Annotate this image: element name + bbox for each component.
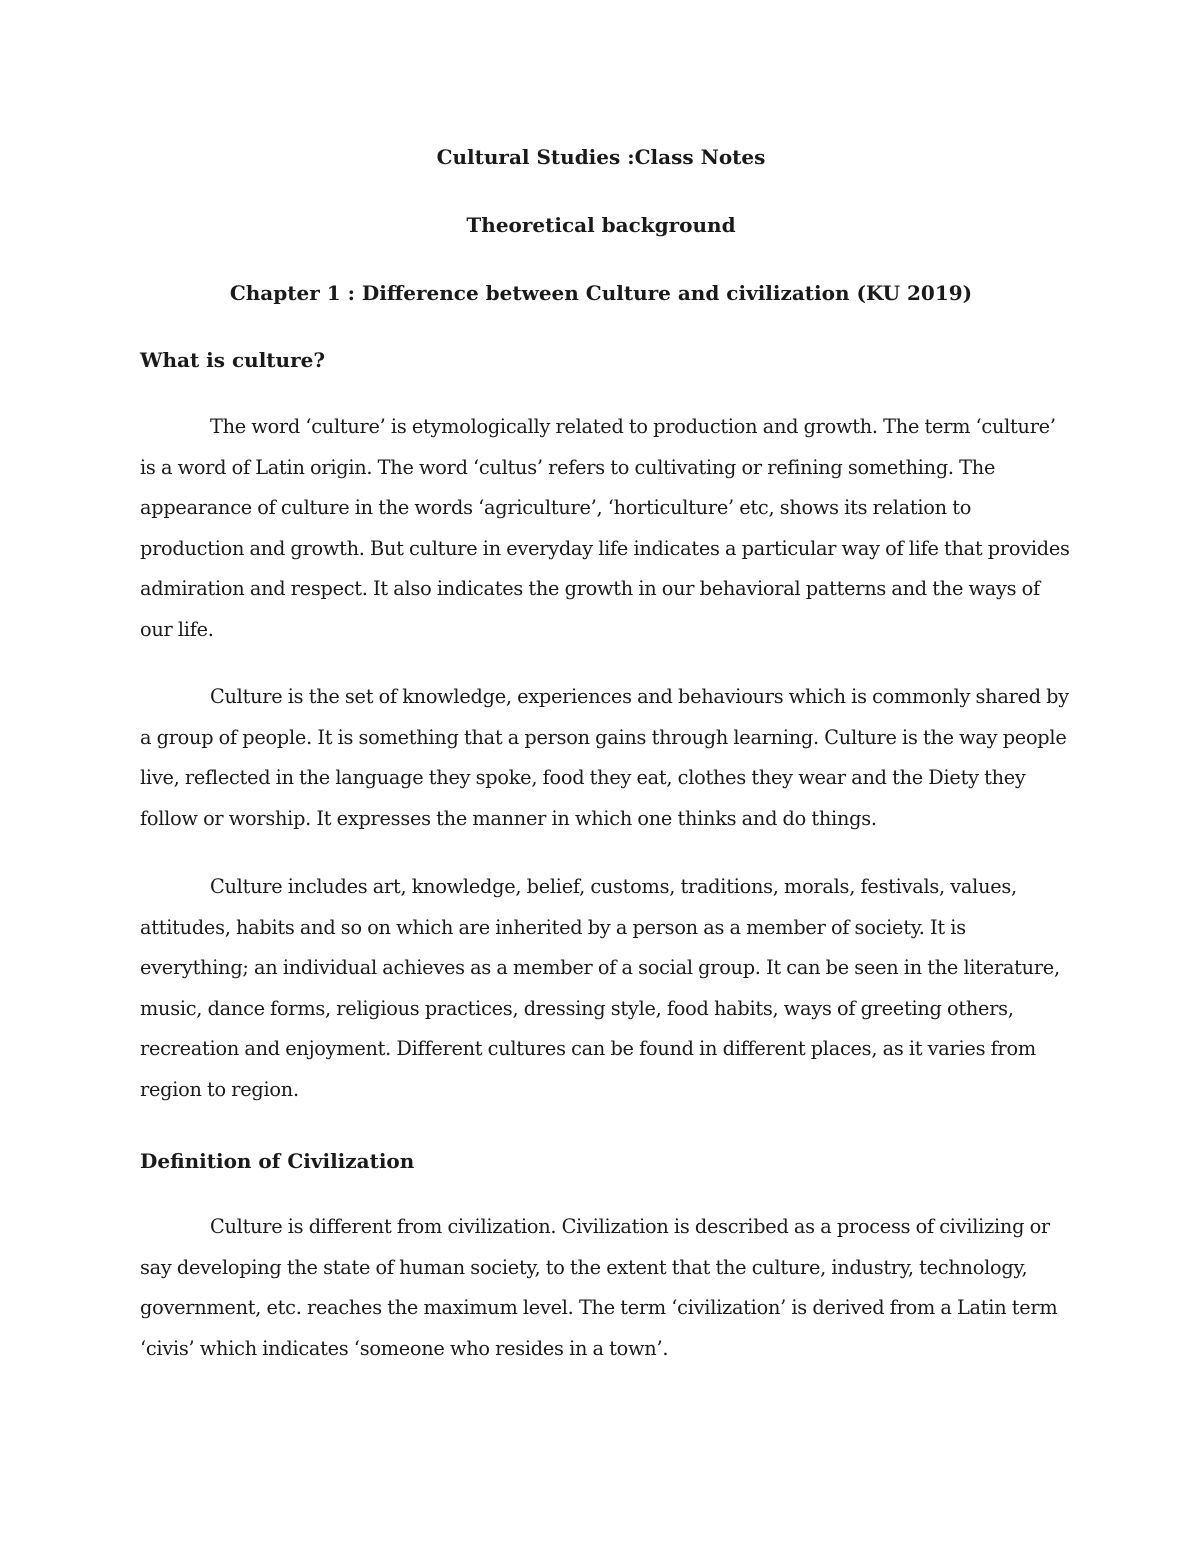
chapter-heading: Chapter 1 : Difference between Culture and civilization (KU 2019) bbox=[229, 281, 973, 305]
document-title: Cultural Studies :Class Notes bbox=[436, 145, 766, 169]
document-page bbox=[140, 0, 1070, 1553]
paragraph-culture-definition: Culture is the set of knowledge, experiences and behaviours which is commonly shared by a group of people. It is something that a person gains through learning. Culture is the way people live, reflected in the language they spoke, food they eat, clothes they wear and the Diety they follow or worship. It expresses the manner in which one thinks and do things. bbox=[140, 685, 1069, 830]
paragraph-civilization-definition: Culture is different from civilization. Civilization is described as a process of civilizing or say developing the state of human society, to the extent that the culture, industry, technology, government, etc. reaches the maximum level. The term ‘civilization’ is derived from a Latin term ‘civis’ which indicates ‘someone who resides in a town’. bbox=[140, 1215, 1058, 1360]
document-subtitle: Theoretical background bbox=[466, 213, 736, 237]
paragraph-culture-etymology: The word ‘culture’ is etymologically related to production and growth. The term ‘culture’ is a word of Latin origin. The word ‘cultus’ refers to cultivating or refining something. The appearance of culture in the words ‘agriculture’, ‘horticulture’ etc, shows its relation to production and growth. But culture in everyday life indicates a particular way of life that provides admiration and respect. It also indicates the growth in our behavioral patterns and the ways of our life. bbox=[140, 415, 1070, 641]
paragraph-culture-includes: Culture includes art, knowledge, belief, customs, traditions, morals, festivals, values, attitudes, habits and so on which are inherited by a person as a member of society. It is everything; an individual achieves as a member of a social group. It can be seen in the literature, music, dance forms, religious practices, dressing style, food habits, ways of greeting others, recreation and enjoyment. Different cultures can be found in different places, as it varies from region to region. bbox=[140, 875, 1060, 1101]
section-heading-culture: What is culture? bbox=[140, 348, 326, 372]
section-heading-civilization: Definition of Civilization bbox=[140, 1149, 415, 1173]
